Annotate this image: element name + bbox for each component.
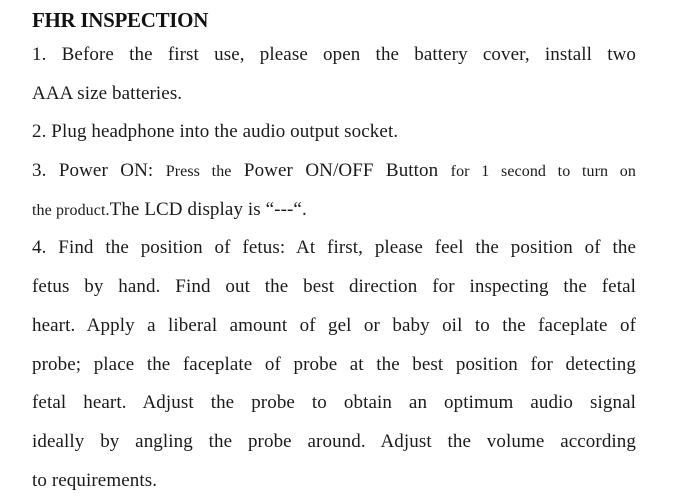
- step-3-line-2-small: the product.: [32, 201, 110, 219]
- step-4-line-1: 4. Find the position of fetus: At first, please feel the position of the: [32, 237, 636, 259]
- step-3-press-the: Press the: [165, 163, 232, 181]
- step-4-line-7: to requirements.: [32, 469, 158, 491]
- step-4-line-3: heart. Apply a liberal amount of gel or baby oil to the faceplate of: [32, 314, 636, 336]
- step-3-button-name: Power ON/OFF Button: [243, 160, 439, 182]
- section-heading: FHR INSPECTION: [32, 8, 209, 32]
- step-3-tail: for 1 second to turn on: [450, 163, 636, 181]
- step-3-prefix: 3. Power ON:: [32, 160, 154, 182]
- step-4-line-2: fetus by hand. Find out the best direction for inspecting the fetal: [32, 276, 636, 298]
- step-1-line-1: 1. Before the first use, please open the battery cover, install two: [32, 44, 636, 65]
- step-2-line-1: 2. Plug headphone into the audio output socket.: [32, 121, 399, 143]
- instruction-page: [32, 6, 636, 500]
- step-4-line-4: probe; place the faceplate of probe at the best position for detecting: [32, 353, 636, 375]
- step-4-line-5: fetal heart. Adjust the probe to obtain an optimum audio signal: [32, 392, 636, 414]
- step-3-line-2: [32, 191, 636, 230]
- step-1-line-2: AAA size batteries.: [32, 82, 183, 104]
- step-3-line-1: [32, 152, 636, 191]
- step-3-line-2-rest: The LCD display is “---“.: [109, 198, 307, 220]
- step-4-line-6: ideally by angling the probe around. Adjust the volume according: [32, 430, 636, 452]
